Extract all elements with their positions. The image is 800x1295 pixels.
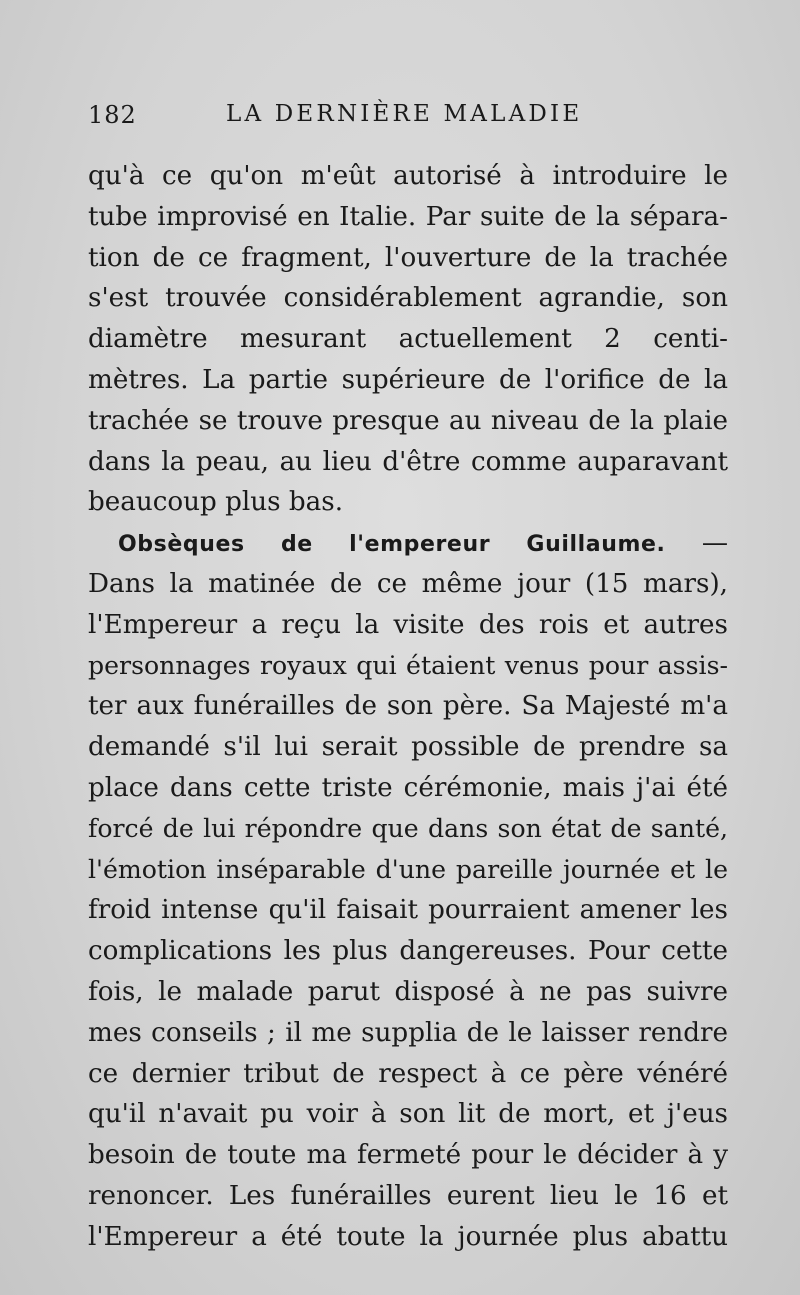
text-line: mes conseils ; il me supplia de le laisser rendre xyxy=(88,1017,728,1048)
text-line: l'Empereur a été toute la journée plus abattu xyxy=(88,1221,728,1252)
running-title: LA DERNIÈRE MALADIE xyxy=(226,101,583,127)
text-line: tion de ce fragment, l'ouverture de la trachée xyxy=(88,242,728,273)
text-line: tube improvisé en Italie. Par suite de la sépara- xyxy=(88,201,728,232)
text-line: ce dernier tribut de respect à ce père vénéré xyxy=(88,1058,728,1089)
text-line: diamètre mesurant actuellement 2 centi- xyxy=(88,324,728,355)
section-heading-line xyxy=(88,523,728,564)
text-line: froid intense qu'il faisait pourraient amener les xyxy=(88,895,728,926)
text-line: personnages royaux qui étaient venus pour assis- xyxy=(88,650,728,680)
page-number: 182 xyxy=(88,101,137,129)
text-line: l'émotion inséparable d'une pareille journée et le xyxy=(88,854,728,884)
text-line: renoncer. Les funérailles eurent lieu le 16 et xyxy=(88,1180,728,1211)
text-line: l'Empereur a reçu la visite des rois et autres xyxy=(88,609,728,640)
text-line: forcé de lui répondre que dans son état de santé, xyxy=(88,813,728,843)
text-line: qu'il n'avait pu voir à son lit de mort, et j'eus xyxy=(88,1099,728,1130)
text-line: s'est trouvée considérablement agrandie, son xyxy=(88,283,728,314)
text-line: besoin de toute ma fermeté pour le décider à y xyxy=(88,1140,728,1171)
text-line: mètres. La partie supérieure de l'orifice de la xyxy=(88,364,728,395)
text-line: beaucoup plus bas. xyxy=(88,487,344,518)
text-line: ter aux funérailles de son père. Sa Majesté m'a xyxy=(88,691,728,722)
text-line: complications les plus dangereuses. Pour cette xyxy=(88,936,728,967)
page-header xyxy=(88,101,728,135)
text-line: place dans cette triste cérémonie, mais j'ai été xyxy=(88,772,728,803)
text-line: fois, le malade parut disposé à ne pas suivre xyxy=(88,976,728,1007)
heading-dash: — xyxy=(701,528,729,559)
text-line: Dans la matinée de ce même jour (15 mars), xyxy=(88,568,728,599)
text-line: trachée se trouve presque au niveau de la plaie xyxy=(88,405,728,436)
text-line: demandé s'il lui serait possible de prendre sa xyxy=(88,732,728,763)
text-line: dans la peau, au lieu d'être comme auparavant xyxy=(88,446,728,477)
body-text xyxy=(88,156,728,1258)
section-heading: Obsèques de l'empereur Guillaume. xyxy=(118,532,666,558)
text-line: qu'à ce qu'on m'eût autorisé à introduire le xyxy=(88,161,728,191)
